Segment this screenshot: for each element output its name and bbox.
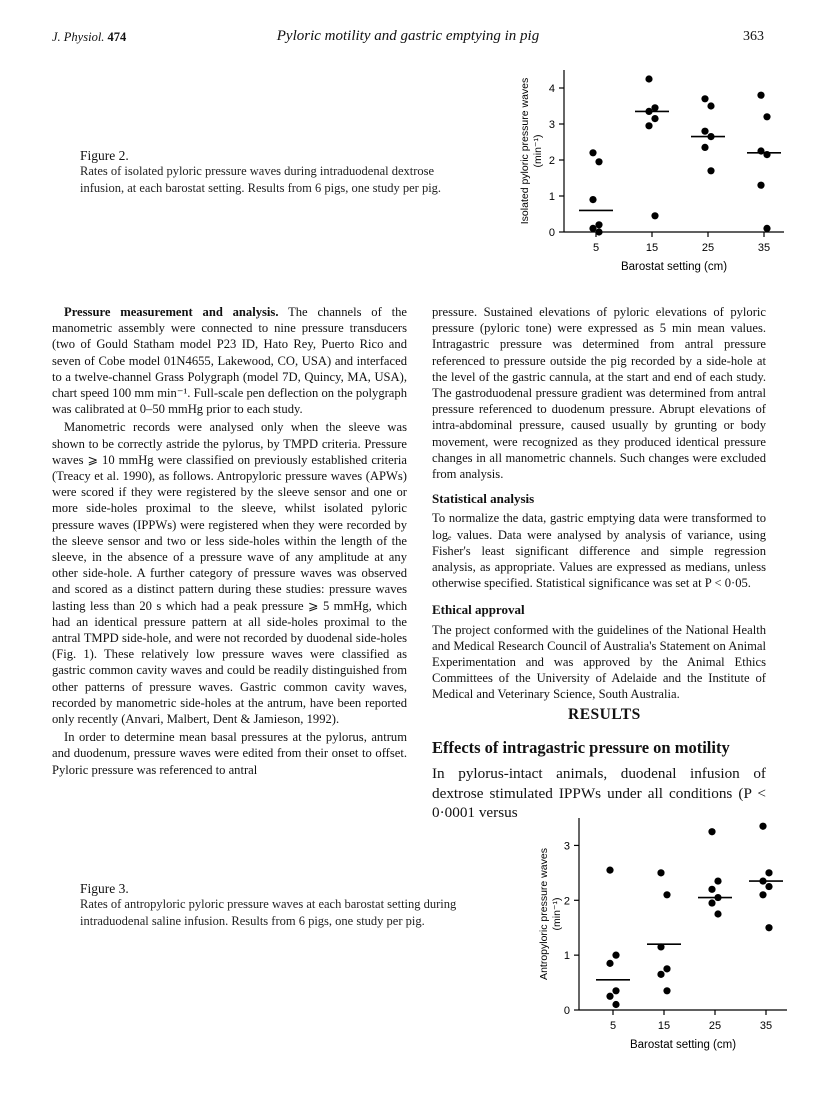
x-tick-label: 15 [657, 1020, 671, 1032]
data-point [589, 149, 596, 156]
data-point [651, 104, 658, 111]
journal-abbrev: J. Physiol. [52, 30, 105, 44]
data-point [759, 823, 766, 830]
data-point [765, 883, 772, 890]
data-point [606, 960, 613, 967]
x-tick-label: 15 [645, 242, 659, 254]
data-point [765, 924, 772, 931]
x-axis-label: Barostat setting (cm) [620, 261, 728, 273]
data-point [645, 75, 652, 82]
y-tick-label: 3 [563, 840, 570, 853]
data-point [606, 867, 613, 874]
paragraph-basal-pressures: In order to determine mean basal pressures at the pylorus, antrum and duodenum, pressure waves were edited from their onset to offset. Pyloric pressure was referenced to antral [52, 730, 407, 777]
y-tick-label: 1 [548, 191, 555, 203]
data-point [707, 167, 714, 174]
y-tick-label: 0 [563, 1005, 570, 1017]
statistical-analysis-heading: Statistical analysis [432, 491, 535, 507]
effects-heading: Effects of intragastric pressure on motility [432, 738, 730, 757]
data-point [651, 115, 658, 122]
data-point [763, 113, 770, 120]
y-axis-label: Antropyloric pressure waves [538, 848, 550, 980]
data-point [595, 228, 602, 235]
ethical-approval-body: The project conformed with the guidelines of the National Health and Medical Research Council of Australia's Statement on Animal Experimentation and was approved by the Animal Ethics Committees of the University of Adelaide and the Institute of Medical and Veterinary Science, South Australia. [432, 622, 766, 702]
effects-body: In pylorus-intact animals, duodenal infusion of dextrose stimulated IPPWs under all conditions (P < 0·0001 versus [432, 765, 766, 821]
y-axis-unit: (min⁻¹) [532, 134, 544, 168]
paragraph-pressure-measurement [52, 304, 407, 417]
data-point [708, 899, 715, 906]
volume-number: 474 [107, 30, 127, 44]
y-tick-label: 2 [548, 155, 555, 167]
figure-2-caption: Rates of isolated pyloric pressure waves during intraduodenal dextrose infusion, at each barostat setting. Results from 6 pigs, one study per pig. [80, 164, 442, 195]
y-tick-label: 0 [548, 227, 555, 239]
x-tick-label: 35 [757, 242, 771, 254]
y-axis-label: Isolated pyloric pressure waves [519, 77, 531, 225]
data-point [612, 952, 619, 959]
data-point [757, 92, 764, 99]
data-point [589, 196, 596, 203]
x-tick-label: 5 [609, 1020, 617, 1032]
data-point [595, 221, 602, 228]
data-point [663, 965, 670, 972]
y-axis-unit: (min⁻¹) [551, 897, 563, 931]
figure-3-caption: Rates of antropyloric pyloric pressure waves at each barostat setting during intraduodenal saline infusion. Results from 6 pigs, one study per pig. [80, 897, 457, 928]
running-title: Pyloric motility and gastric emptying in pig [276, 28, 540, 44]
figure-2-chart [512, 58, 792, 280]
figure-2-label: Figure 2. [80, 148, 129, 163]
x-tick-label: 25 [701, 242, 715, 254]
data-point [663, 891, 670, 898]
data-point [701, 95, 708, 102]
data-point [714, 910, 721, 917]
paragraph-pressure-continued: pressure. Sustained elevations of pyloric elevations of pyloric pressure (pyloric tone) were expressed as 5 min mean values. Intragastric pressure was determined from antral pressure referenced to pressure outside the pig recorded by a side-hole at the level of the gastric cannula, at the start and end of each study. The gastroduodenal pressure gradient was determined from antral pressure referenced to duodenum pressure. Abrupt elevations of intra-abdominal pressure, caused usually by grunting or body movement, were recognized as they produced identical pressure changes in all manometric channels. Such changes were excluded from analysis. [432, 305, 766, 482]
x-axis-label: Barostat setting (cm) [629, 1039, 737, 1051]
y-tick-label: 3 [548, 119, 555, 131]
pressure-measurement-body: The channels of the manometric assembly were connected to nine pressure transducers (two of Gould Statham model P23 ID, Hato Rey, Puerto Rico and seven of Cobe model 01N4655, Lakewood, CO, USA) and interfaced to a twelve-channel Grass Polygraph (model 7D, Quincy, MA, USA), chart speed 100 mm min⁻¹. Full-scale pen deflection on the polygraph was calibrated at 0–50 mmHg prior to each study. [52, 305, 407, 417]
data-point [651, 212, 658, 219]
data-point [763, 225, 770, 232]
data-point [759, 891, 766, 898]
data-point [612, 987, 619, 994]
data-point [757, 182, 764, 189]
data-point [606, 993, 613, 1000]
results-heading: RESULTS [568, 706, 641, 723]
y-tick-label: 4 [548, 83, 555, 95]
page-number: 363 [743, 29, 764, 44]
x-tick-label: 35 [759, 1020, 773, 1032]
data-point [708, 886, 715, 893]
right-column [432, 304, 766, 705]
figure-3-label: Figure 3. [80, 881, 129, 896]
data-point [612, 1001, 619, 1008]
data-point [589, 225, 596, 232]
statistical-analysis-body: To normalize the data, gastric emptying data were transformed to logₑ values. Data were analysed by analysis of variance, using Fisher's least significant difference and simple regression analysis, as appropriate. Values are expressed as medians, unless otherwise specified. Statistical significance was set at P < 0·05. [432, 511, 766, 591]
left-column [52, 304, 407, 780]
paragraph-manometric-records: Manometric records were analysed only when the sleeve was shown to be correctly astride the pylorus, by TMPD criteria. Pressure waves ⩾ 10 mmHg were classified on previously established criteria (Treacy et al. 1990), as follows. Antropyloric pressure waves (APWs) were scored if they were registered by the sleeve sensor and one or more side-holes proximal to the sleeve, whilst isolated pyloric pressure waves (IPPWs) were registered when they were recorded by the sleeve sensor and two or less side-holes within the length of the sleeve, in the absence of a pressure wave of any amplitude at any other side-hole. A further category of pressure waves was observed and scored as a distinct pattern during these studies: pressure waves lasting less than 20 s which had a peak pressure ⩾ 5 mmHg, which had an identical pressure pattern at all side-holes proximal to the antral TMPD side-hole, and were not recorded by duodenal side-holes (Fig. 1). These relatively low pressure waves were classified as gastric common cavity waves and could be readily distinguished from other patterns of pressure waves. Gastric common cavity waves, recorded by manometric side-holes at the antrum, have been reported only recently (Anvari, Malbert, Dent & Jamieson, 1992). [52, 420, 407, 727]
data-point [595, 158, 602, 165]
data-point [645, 122, 652, 129]
x-tick-label: 25 [708, 1020, 722, 1032]
ethical-approval-heading: Ethical approval [432, 602, 525, 618]
data-point [707, 102, 714, 109]
data-point [765, 869, 772, 876]
y-tick-label: 1 [563, 950, 570, 963]
data-point [708, 828, 715, 835]
figure-3-chart [535, 808, 795, 1051]
data-point [663, 987, 670, 994]
data-point [701, 144, 708, 151]
x-tick-label: 5 [592, 242, 600, 254]
data-point [714, 877, 721, 884]
data-point [657, 869, 664, 876]
data-point [701, 128, 708, 135]
data-point [657, 971, 664, 978]
y-tick-label: 2 [563, 895, 570, 908]
pressure-measurement-heading: Pressure measurement and analysis. [64, 305, 279, 319]
